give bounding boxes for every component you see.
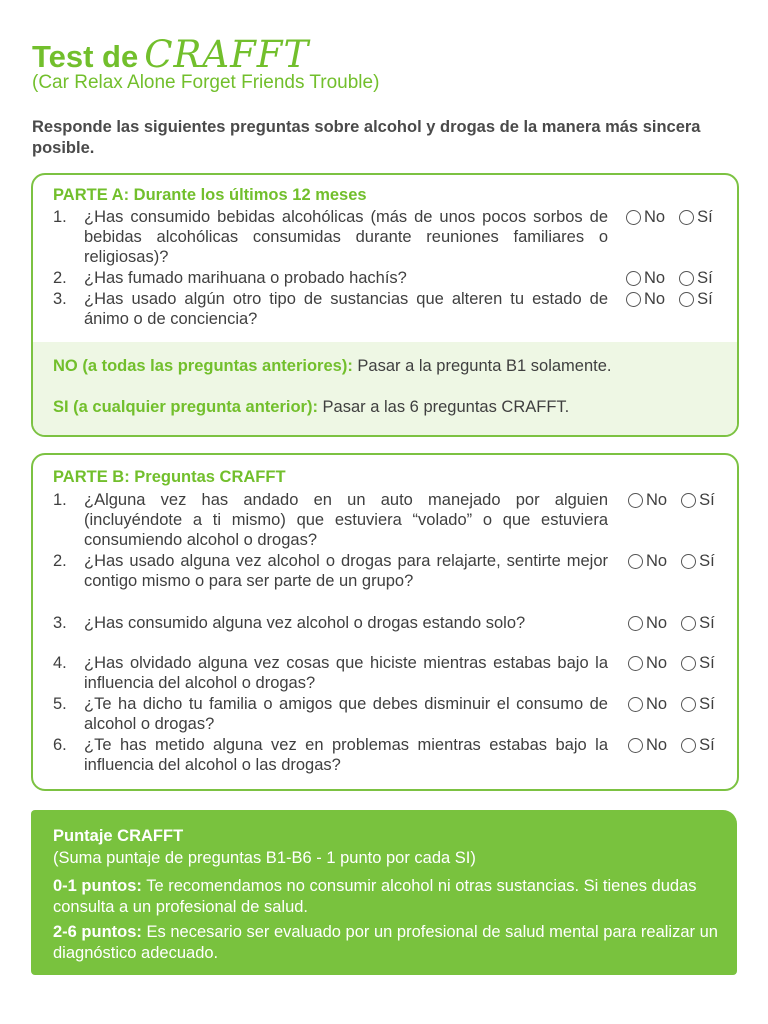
- si-option[interactable]: Sí: [679, 207, 713, 227]
- title-prefix: Test de: [32, 39, 139, 74]
- si-option[interactable]: Sí: [681, 694, 715, 714]
- answer-options: [628, 551, 729, 571]
- radio-circle-icon[interactable]: [628, 554, 643, 569]
- score-heading: Puntaje CRAFFT: [53, 827, 184, 845]
- subtitle: (Car Relax Alone Forget Friends Trouble): [32, 72, 380, 93]
- question-text: ¿Alguna vez has andado en un auto manejado por alguien (incluyéndote a ti mismo) que estuviera “volado” o que estuviera consumiendo alcohol o drogas?: [84, 491, 608, 549]
- radio-circle-icon[interactable]: [681, 616, 696, 631]
- question-text: ¿Has fumado marihuana o probado hachís?: [84, 269, 407, 287]
- part-a-heading: PARTE A: Durante los últimos 12 meses: [53, 186, 367, 204]
- radio-circle-icon[interactable]: [679, 292, 694, 307]
- radio-circle-icon[interactable]: [626, 210, 641, 225]
- radio-circle-icon[interactable]: [626, 292, 641, 307]
- part-b-box: [31, 453, 739, 791]
- no-option[interactable]: No: [628, 694, 667, 714]
- answer-options: [626, 207, 727, 227]
- score-box: [31, 810, 737, 975]
- radio-circle-icon[interactable]: [626, 271, 641, 286]
- no-option[interactable]: No: [628, 613, 667, 633]
- question-text: ¿Has usado alguna vez alcohol o drogas para relajarte, sentirte mejor contigo mismo o para ser parte de un grupo?: [84, 552, 608, 590]
- no-option[interactable]: No: [626, 268, 665, 288]
- score-high: 2-6 puntos: Es necesario ser evaluado por un profesional de salud mental para realizar un diagnóstico adecuado.: [53, 923, 718, 962]
- question-text: ¿Has usado algún otro tipo de sustancias que alteren tu estado de ánimo o de conciencia?: [84, 290, 608, 328]
- radio-circle-icon[interactable]: [628, 697, 643, 712]
- radio-circle-icon[interactable]: [679, 271, 694, 286]
- question-number: 6.: [53, 736, 67, 754]
- score-subheading: (Suma puntaje de preguntas B1-B6 - 1 punto por cada SI): [53, 849, 476, 867]
- radio-circle-icon[interactable]: [681, 738, 696, 753]
- question-number: 2.: [53, 269, 67, 287]
- question-number: 3.: [53, 614, 67, 632]
- no-option[interactable]: No: [628, 490, 667, 510]
- answer-options: [628, 694, 729, 714]
- answer-options: [626, 289, 727, 309]
- radio-circle-icon[interactable]: [628, 493, 643, 508]
- question-text: ¿Has olvidado alguna vez cosas que hiciste mientras estabas bajo la influencia del alcohol o drogas?: [84, 654, 608, 692]
- question-text: ¿Te has metido alguna vez en problemas mientras estabas bajo la influencia del alcohol o las drogas?: [84, 736, 608, 774]
- radio-circle-icon[interactable]: [628, 656, 643, 671]
- radio-circle-icon[interactable]: [681, 656, 696, 671]
- radio-circle-icon[interactable]: [681, 554, 696, 569]
- si-option[interactable]: Sí: [679, 289, 713, 309]
- si-option[interactable]: Sí: [679, 268, 713, 288]
- instruction-no: NO (a todas las preguntas anteriores): Pasar a la pregunta B1 solamente.: [53, 357, 612, 375]
- radio-circle-icon[interactable]: [681, 697, 696, 712]
- si-option[interactable]: Sí: [681, 735, 715, 755]
- part-b-heading: PARTE B: Preguntas CRAFFT: [53, 468, 286, 486]
- part-a-box: [31, 173, 739, 437]
- question-number: 1.: [53, 491, 67, 509]
- score-low: 0-1 puntos: Te recomendamos no consumir alcohol ni otras sustancias. Si tienes dudas consulta a un profesional de salud.: [53, 877, 697, 916]
- title-script: CRAFFT: [144, 33, 310, 76]
- si-option[interactable]: Sí: [681, 551, 715, 571]
- radio-circle-icon[interactable]: [679, 210, 694, 225]
- si-option[interactable]: Sí: [681, 613, 715, 633]
- question-number: 3.: [53, 290, 67, 308]
- instruction-si: SI (a cualquier pregunta anterior): Pasar a las 6 preguntas CRAFFT.: [53, 398, 570, 416]
- question-text: ¿Has consumido alguna vez alcohol o drogas estando solo?: [84, 614, 526, 632]
- question-number: 5.: [53, 695, 67, 713]
- instructions-band: [33, 342, 737, 437]
- no-option[interactable]: No: [626, 289, 665, 309]
- question-number: 2.: [53, 552, 67, 570]
- no-option[interactable]: No: [628, 735, 667, 755]
- question-text: ¿Te ha dicho tu familia o amigos que debes disminuir el consumo de alcohol o drogas?: [84, 695, 608, 733]
- question-number: 1.: [53, 208, 67, 226]
- question-number: 4.: [53, 654, 67, 672]
- radio-circle-icon[interactable]: [628, 738, 643, 753]
- intro-text: Responde las siguientes preguntas sobre alcohol y drogas de la manera más sincera posible.: [32, 118, 701, 157]
- no-option[interactable]: No: [628, 551, 667, 571]
- radio-circle-icon[interactable]: [628, 616, 643, 631]
- no-option[interactable]: No: [626, 207, 665, 227]
- si-option[interactable]: Sí: [681, 653, 715, 673]
- answer-options: [628, 613, 729, 633]
- answer-options: [626, 268, 727, 288]
- question-text: ¿Has consumido bebidas alcohólicas (más de unos pocos sorbos de bebidas alcohólicas consumidas durante reuniones familiares o religiosas)?: [84, 208, 608, 266]
- answer-options: [628, 490, 729, 510]
- no-option[interactable]: No: [628, 653, 667, 673]
- answer-options: [628, 735, 729, 755]
- si-option[interactable]: Sí: [681, 490, 715, 510]
- radio-circle-icon[interactable]: [681, 493, 696, 508]
- answer-options: [628, 653, 729, 673]
- page-title: [32, 34, 309, 74]
